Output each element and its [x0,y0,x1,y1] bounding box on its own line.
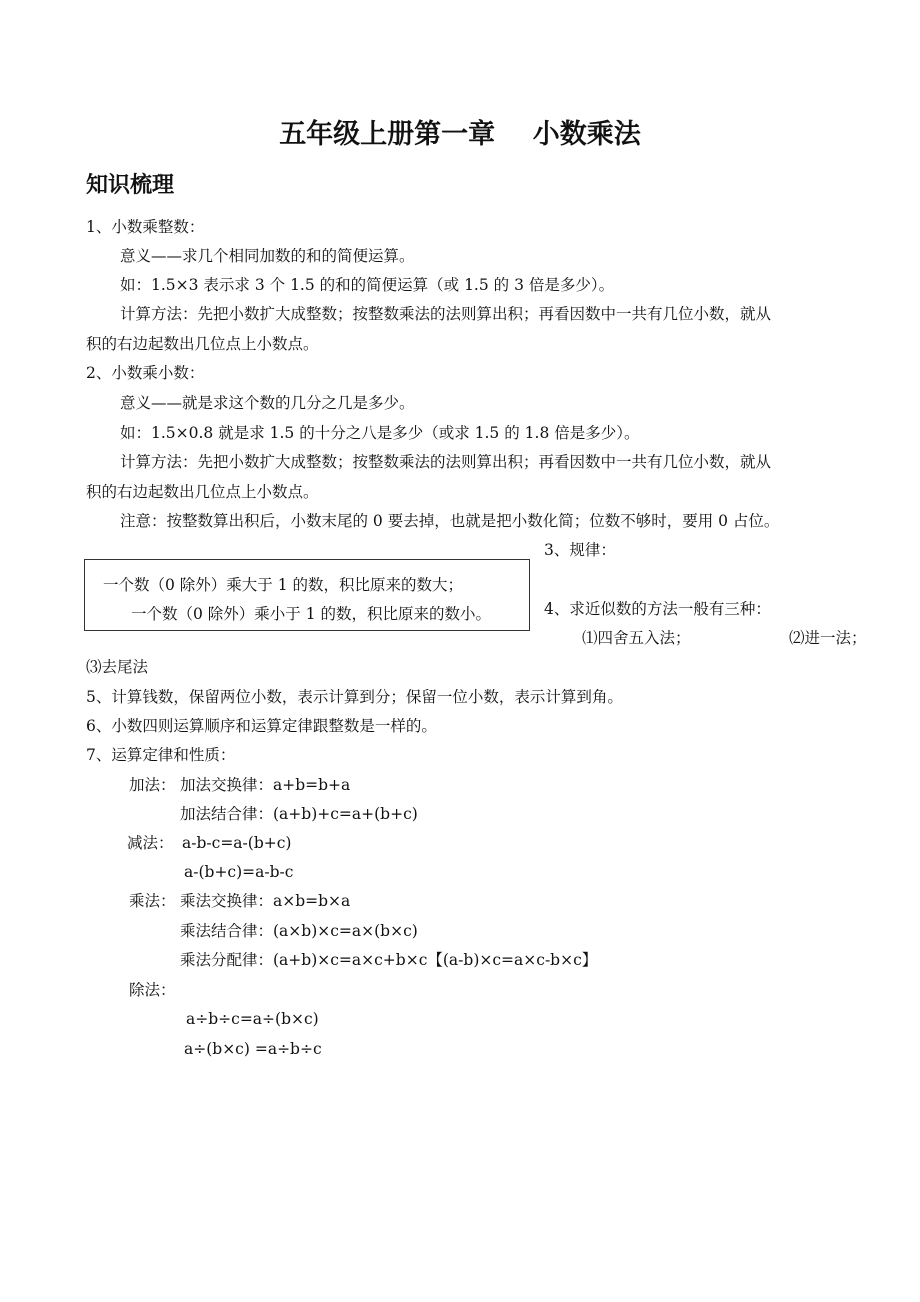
item1-heading: 1、小数乘整数： [86,218,205,236]
item2-method-line2: 积的右边起数出几位点上小数点。 [86,483,319,501]
item3-heading: 3、规律： [544,541,616,559]
addition-associative-law: 加法结合律：(a+b)+c=a+(b+c) [180,805,418,823]
item6: 6、小数四则运算顺序和运算定律跟整数是一样的。 [86,717,437,735]
item2-meaning: 意义——就是求这个数的几分之几是多少。 [120,394,415,412]
addition-commutative-law: 加法交换律：a+b=b+a [180,776,351,794]
rule-greater-than-one: 一个数（0 除外）乘大于 1 的数，积比原来的数大； [103,576,464,594]
item1-method-line2: 积的右边起数出几位点上小数点。 [86,335,319,353]
item4-method-round-up: ⑵进一法； [789,629,867,647]
item1-meaning: 意义——求几个相同加数的和的简便运算。 [120,247,415,265]
subtraction-rule-1: a-b-c=a-(b+c) [182,834,292,852]
item1-example: 如：1.5×3 表示求 3 个 1.5 的和的简便运算（或 1.5 的 3 倍是多少）。 [120,276,615,294]
multiplication-distributive-law: 乘法分配律：(a+b)×c=a×c+b×c【(a-b)×c=a×c-b×c】 [180,951,598,969]
addition-label: 加法： [129,776,176,794]
section-title: 知识梳理 [86,173,175,198]
multiplication-commutative-law: 乘法交换律：a×b=b×a [180,892,351,910]
rule-less-than-one: 一个数（0 除外）乘小于 1 的数，积比原来的数小。 [131,605,492,623]
multiplication-label: 乘法： [129,892,176,910]
multiplication-associative-law: 乘法结合律：(a×b)×c=a×(b×c) [180,922,418,940]
item2-method-line1: 计算方法：先把小数扩大成整数；按整数乘法的法则算出积；再看因数中一共有几位小数，就从 [120,453,772,471]
rule-box [84,559,530,631]
division-rule-2: a÷(b×c) =a÷b÷c [184,1040,322,1058]
item4-heading: 4、求近似数的方法一般有三种： [544,600,771,618]
item1-method-line1: 计算方法：先把小数扩大成整数；按整数乘法的法则算出积；再看因数中一共有几位小数，就从 [120,305,772,323]
item7-heading: 7、运算定律和性质： [86,746,236,764]
subtraction-rule-2: a-(b+c)=a-b-c [184,863,294,881]
subtraction-label: 减法： [127,834,174,852]
item2-note: 注意：按整数算出积后，小数末尾的 0 要去掉，也就是把小数化简；位数不够时，要用 0 占位。 [120,512,780,530]
division-rule-1: a÷b÷c=a÷(b×c) [186,1010,319,1028]
page-title: 五年级上册第一章 小数乘法 [279,119,641,150]
item4-method-truncate: ⑶去尾法 [86,658,149,676]
item5: 5、计算钱数，保留两位小数，表示计算到分；保留一位小数，表示计算到角。 [86,688,623,706]
item2-heading: 2、小数乘小数： [86,364,205,382]
division-label: 除法： [129,981,176,999]
item2-example: 如：1.5×0.8 就是求 1.5 的十分之八是多少（或求 1.5 的 1.8 倍是多少）。 [120,424,640,442]
item4-method-rounding: ⑴四舍五入法； [582,629,691,647]
